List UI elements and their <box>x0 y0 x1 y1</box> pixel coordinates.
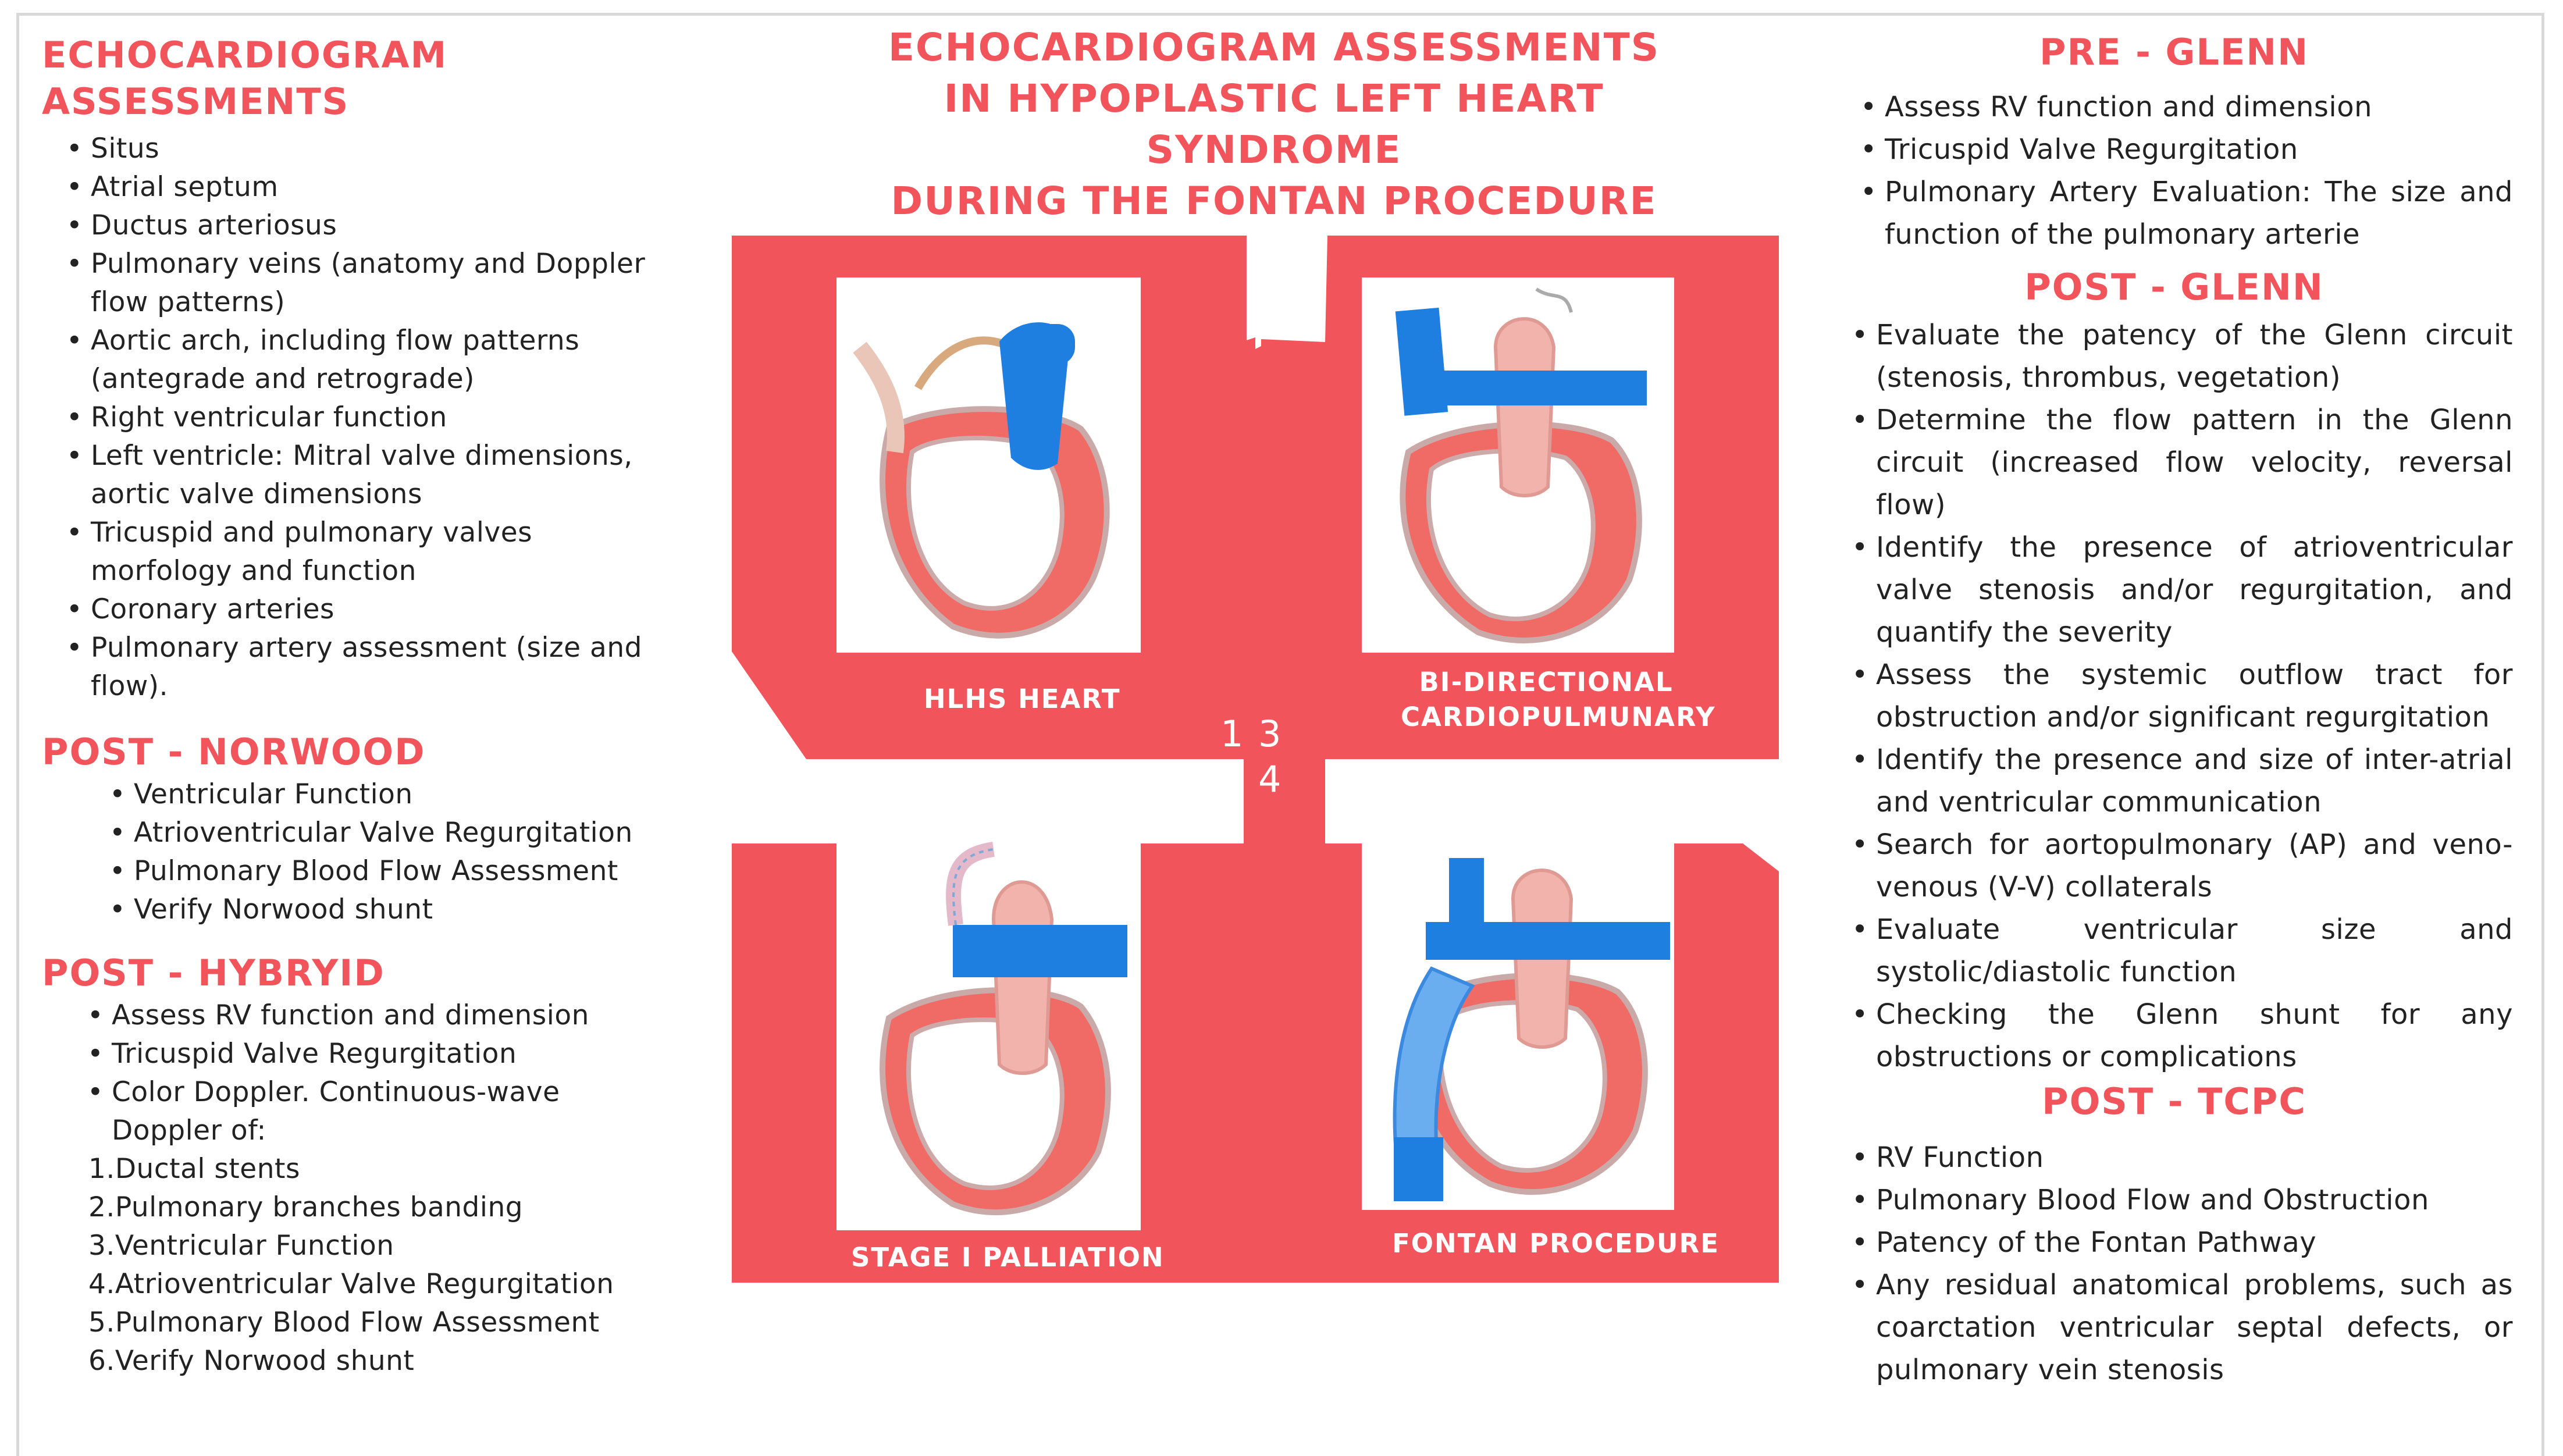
step-number: 3 <box>1258 713 1282 755</box>
list-item: • Ventricular Function <box>134 775 647 814</box>
step-number: 4 <box>1258 758 1282 800</box>
list-item: • Assess RV function and dimension <box>112 996 647 1035</box>
post-hybrid-list <box>42 996 647 1150</box>
list-item: • Color Doppler. Continuous-wave Doppler of: <box>112 1073 647 1150</box>
doppler-numbered-list <box>42 1150 647 1380</box>
list-item: • Situs <box>91 130 647 168</box>
list-item: • Pulmonary veins (anatomy and Doppler flow patterns) <box>91 245 647 322</box>
stage-1-palliation-label: STAGE I PALLIATION <box>851 1242 1165 1273</box>
pre-glenn-title: PRE - GLENN <box>2039 31 2309 73</box>
pre-glenn-list <box>1835 86 2513 256</box>
post-hybrid-title: POST - HYBRYID <box>42 952 385 994</box>
poster-title: ECHOCARDIOGRAM ASSESSMENTS IN HYPOPLASTIC LEFT HEART SYNDROME DURING THE FONTAN PROCEDURE <box>888 25 1660 223</box>
stage-1-palliation-image <box>836 820 1141 1230</box>
list-item: • Evaluate ventricular size and systolic/diastolic function <box>1876 909 2513 994</box>
left-column <box>42 32 647 1380</box>
list-item: • Identify the presence of atrioventricular valve stenosis and/or regurgitation, and quantify the severity <box>1876 526 2513 654</box>
echo-assessments-title: ECHOCARDIOGRAM ASSESSMENTS <box>42 34 448 123</box>
post-norwood-title: POST - NORWOOD <box>42 731 426 773</box>
list-item: • Evaluate the patency of the Glenn circuit (stenosis, thrombus, vegetation) <box>1876 314 2513 399</box>
list-item: • Left ventricle: Mitral valve dimensions, aortic valve dimensions <box>91 437 647 514</box>
list-item: • Pulmonary artery assessment (size and flow). <box>91 629 647 706</box>
list-item: • Right ventricular function <box>91 398 647 437</box>
list-item: • Pulmonary Blood Flow and Obstruction <box>1876 1179 2513 1222</box>
post-tcpc-title: POST - TCPC <box>2042 1080 2306 1123</box>
list-item: • Search for aortopulmonary (AP) and veno-venous (V-V) collaterals <box>1876 824 2513 909</box>
list-item: • Coronary arteries <box>91 590 647 629</box>
numbered-item: 3.Ventricular Function <box>88 1230 394 1262</box>
echo-assessments-list <box>42 130 647 706</box>
hlhs-heart-image <box>836 277 1141 653</box>
right-column <box>1835 29 2513 1391</box>
list-item: • Aortic arch, including flow patterns (antegrade and retrograde) <box>91 322 647 398</box>
numbered-item: 1.Ductal stents <box>88 1153 300 1185</box>
list-item: • Determine the flow pattern in the Glenn circuit (increased flow velocity, reversal flow) <box>1876 399 2513 526</box>
list-item: • RV Function <box>1876 1137 2513 1179</box>
list-item: • Tricuspid Valve Regurgitation <box>1885 129 2513 171</box>
numbered-item: 5.Pulmonary Blood Flow Assessment <box>88 1307 600 1338</box>
list-item: • Atrial septum <box>91 168 647 207</box>
hlhs-heart-label: HLHS HEART <box>924 683 1121 714</box>
staged-procedure-graphic <box>732 236 1779 1286</box>
list-item: • Identify the presence and size of inter-atrial and ventricular communication <box>1876 739 2513 824</box>
step-number: 1 <box>1220 713 1244 755</box>
list-item: • Checking the Glenn shunt for any obstructions or complications <box>1876 994 2513 1078</box>
list-item: • Tricuspid Valve Regurgitation <box>112 1035 647 1073</box>
list-item: • Pulmonary Blood Flow Assessment <box>134 852 647 891</box>
numbered-item: 6.Verify Norwood shunt <box>88 1345 415 1377</box>
bidirectional-glenn-image <box>1362 277 1674 653</box>
numbered-item: 4.Atrioventricular Valve Regurgitation <box>88 1268 614 1300</box>
numbered-item: 2.Pulmonary branches banding <box>88 1191 524 1223</box>
fontan-procedure-label: FONTAN PROCEDURE <box>1392 1228 1720 1259</box>
list-item: • Assess RV function and dimension <box>1885 86 2513 129</box>
fontan-procedure-image <box>1362 835 1674 1210</box>
bidirectional-label: BI-DIRECTIONAL CARDIOPULMUNARY <box>1401 667 1716 732</box>
list-item: • Assess the systemic outflow tract for obstruction and/or significant regurgitation <box>1876 654 2513 739</box>
list-item: • Any residual anatomical problems, such as coarctation ventricular septal defects, or pulmonary vein stenosis <box>1876 1264 2513 1391</box>
list-item: • Pulmonary Artery Evaluation: The size and function of the pulmonary arterie <box>1885 171 2513 256</box>
list-item: • Tricuspid and pulmonary valves morfology and function <box>91 514 647 590</box>
post-glenn-list <box>1835 314 2513 1078</box>
post-glenn-title: POST - GLENN <box>2024 266 2324 308</box>
list-item: • Ductus arteriosus <box>91 207 647 245</box>
post-norwood-list <box>42 775 647 929</box>
list-item: • Verify Norwood shunt <box>134 891 647 929</box>
step-number: 2 <box>1220 758 1244 800</box>
list-item: • Patency of the Fontan Pathway <box>1876 1222 2513 1264</box>
list-item: • Atrioventricular Valve Regurgitation <box>134 814 647 852</box>
post-tcpc-list <box>1835 1137 2513 1391</box>
